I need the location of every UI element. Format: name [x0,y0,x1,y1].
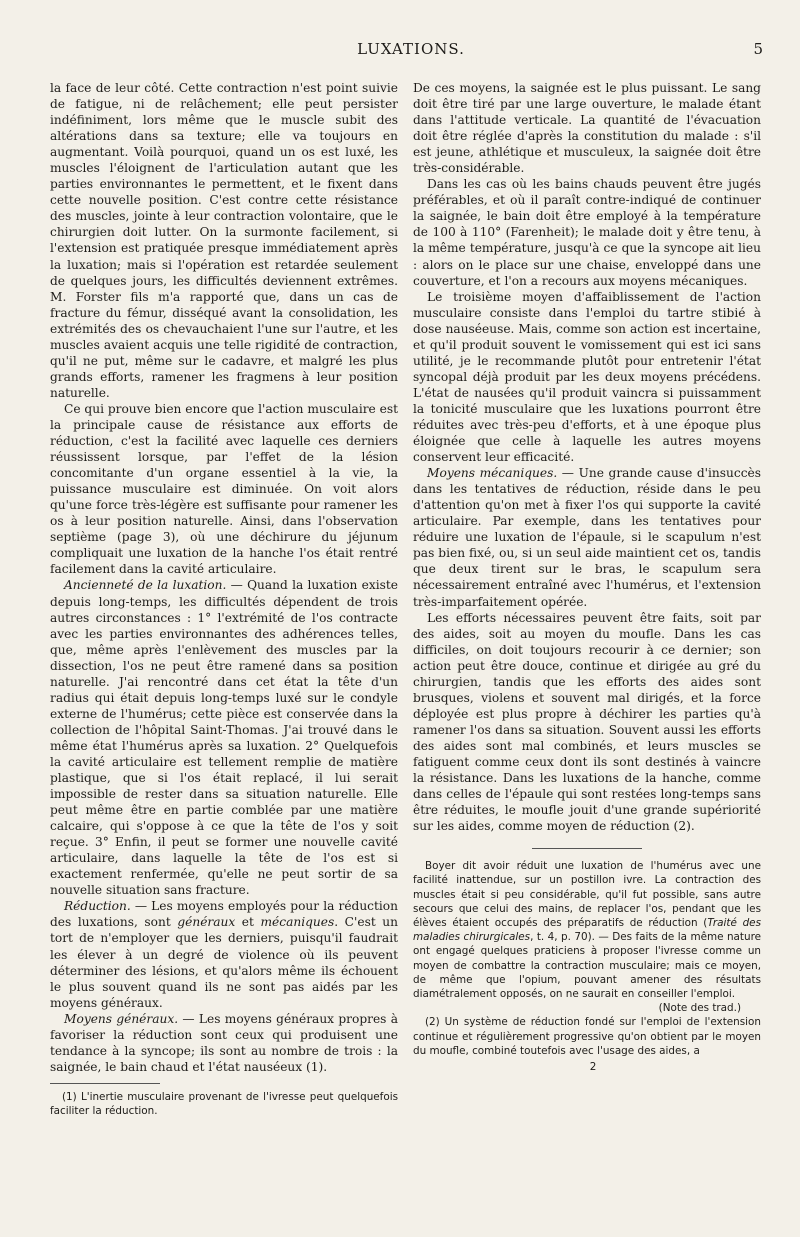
paragraph: la face de leur côté. Cette contraction n'est point suivie de fatigue, ni de relâchement; elle peut persister indéfiniment, lors même que le muscle subit des altérations dans sa texture; elle va toujours en augmentant. Voilà pourquoi, quand un os est luxé, les muscles l'éloignent de l'articulation autant que les parties environnantes le permettent, et le fixent dans cette nouvelle position. C'est contre cette résistance des muscles, jointe à leur contraction volontaire, que le chirurgien doit lutter. On la surmonte facilement, si l'extension est pratiquée presque immédiatement après la luxation; mais si l'opération est retardée seulement de quelques jours, les difficultés deviennent extrêmes. M. Forster fils m'a rapporté que, dans un cas de fracture du fémur, disséqué avant la consolidation, les extrémités des os chevauchaient l'une sur l'autre, et les muscles avaient acquis une telle rigidité de contraction, qu'il ne put, même sur le cadavre, et malgré les plus grands efforts, ramener les fragmens à leur position naturelle. [50,81,398,400]
paragraph: Le troisième moyen d'affaiblissement de l'action musculaire consiste dans l'emploi du tartre stibié à dose nauséeuse. Mais, comme son action est incertaine, et qu'il produit souvent le vomissement qui est ici sans utilité, je le recommande plutôt pour entretenir l'état syncopal déjà produit par les deux moyens précédens. L'état de nausées qu'il produit vaincra si puissamment la tonicité musculaire que les luxations pourront être réduites avec très-peu d'efforts, et à une époque plus éloignée que celle à laquelle les autres moyens conservent leur efficacité. [413,289,761,465]
paragraph: Réduction. — Les moyens employés pour la réduction des luxations, sont généraux et mécaniques. C'est un tort de n'employer que les derniers, puisqu'il faudrait les élever à un degré de violence où ils peuvent déterminer des lésions, et qu'alors même ils échouent le plus souvent quand ils ne sont pas aidés par les moyens généraux. [50,899,398,1010]
page-number: 5 [753,40,764,58]
section-heading: Moyens mécaniques. [427,466,558,481]
paragraph: De ces moyens, la saignée est le plus puissant. Le sang doit être tiré par une large ouverture, le malade étant dans l'attitude verticale. La quantité de l'évacuation doit être réglée d'après la constitution du malade : s'il est jeune, athlétique et musculeux, la saignée doit être très-considérable. [413,81,761,176]
paragraph: Ancienneté de la luxation. — Quand la luxation existe depuis long-temps, les difficultés dépendent de trois autres circonstances : 1° l'extrémité de l'os contracte avec les parties environnantes des adhérences telles, que, même après l'enlèvement des muscles par la dissection, l'os ne peut être ramené dans sa position naturelle. J'ai rencontré dans cet état la tête d'un radius qui était depuis long-temps luxé sur le condyle externe de l'humérus; cette pièce est conservée dans la collection de l'hôpital Saint-Thomas. J'ai trouvé dans le même état l'humérus après sa luxation. 2° Quelquefois la cavité articulaire est tellement remplie de matière plastique, que si l'os était replacé, il lui serait impossible de rester dans sa situation naturelle. Elle peut même être en partie comblée par une matière calcaire, qui s'oppose à ce que la tête de l'os y soit reçue. 3° Enfin, il peut se former une nouvelle cavité articulaire, dans laquelle la tête de l'os est si exactement renfermée, qu'elle ne peut sortir de sa nouvelle situation sans fracture. [50,578,399,898]
right-column [413,80,761,1074]
footnote-rule [532,848,642,849]
paragraph: Les efforts nécessaires peuvent être faits, soit par des aides, soit au moyen du moufle. Dans les cas difficiles, on doit toujours recourir à ce dernier; son action peut être douce, continue et dirigée au gré du chirurgien, tandis que les efforts des aides sont brusques, violens et souvent mal dirigés, et la force déployée est plus propre à déchirer les parties qu'à ramener l'os dans sa situation. Souvent aussi les efforts des aides sont mal combinés, et leurs muscles se fatiguent comme ceux dont ils sont destinés à vaincre la résistance. Dans les luxations de la hanche, comme dans celles de l'épaule qui sont restées long-temps sans être réduites, le moufle jouit d'une grande supériorité sur les aides, comme moyen de réduction (2). [413,610,761,834]
paragraph: Moyens généraux. — Les moyens généraux propres à favoriser la réduction sont ceux qui produisent une tendance à la syncope; ils sont au nombre de trois : la saignée, le bain chaud et l'état nauséeux (1). [50,1011,398,1074]
left-column [50,80,398,1118]
running-title: LUXATIONS. [357,40,465,58]
paragraph: Moyens mécaniques. — Une grande cause d'insuccès dans les tentatives de réduction, réside dans le peu d'attention qu'on met à fixer l'os qui supporte la cavité articulaire. Par exemple, dans les tentatives pour réduire une luxation de l'épaule, si le scapulum n'est pas bien fixé, ou, si un seul aide maintient cet os, tandis que deux tirent sur le bras, le scapulum sera nécessairement entraîné avec l'humérus, et l'extension très-imparfaitement opérée. [413,466,761,609]
footnotes [413,859,761,1074]
footnote-continuation: Boyer dit avoir réduit une luxation de l'humérus avec une facilité inattendue, sur un postillon ivre. La contraction des muscles était si peu considérable, qu'il fut possible, sans autre secours que celui des mains, de replacer l'os, pendant que les élèves étaient occupés des préparatifs de réduction (Traité des maladies chirurgicales, t. 4, p. 70). — Des faits de la même nature ont engagé quelques praticiens à proposer l'ivresse comme un moyen de combattre la contraction musculaire; mais ce moyen, de même que l'opium, pouvant amener des résultats diamétralement opposés, on ne saurait en conseiller l'emploi. [413,860,762,1001]
footnote-1: (1) L'inertie musculaire provenant de l'ivresse peut quelquefois faciliter la réduction. [50,1090,398,1118]
footnote-2: (2) Un système de réduction fondé sur l'emploi de l'extension continue et régulièrement progressive qu'on obtient par le moyen du moufle, combiné toutefois avec l'usage des aides, a [413,1016,761,1057]
paragraph: Ce qui prouve bien encore que l'action musculaire est la principale cause de résistance aux efforts de réduction, c'est la facilité avec laquelle ces derniers réussissent lorsque, par l'effet de la lésion concomitante d'un organe essentiel à la vie, la puissance musculaire est diminuée. On voit alors qu'une force très-légère est suffisante pour ramener les os à leur position naturelle. Ainsi, dans l'observation septième (page 3), où une déchirure du jéjunum compliquait une luxation de la hanche l'os était rentré facilement dans la cavité articulaire. [50,401,399,577]
section-heading: Réduction. [64,899,131,914]
footnote-signature: (Note des trad.) [658,1002,741,1015]
running-header [52,40,770,62]
section-heading: Ancienneté de la luxation. [64,578,227,593]
paragraph: Dans les cas où les bains chauds peuvent être jugés préférables, et où il paraît contre-indiqué de continuer la saignée, le bain doit être employé à la température de 100 à 110° (Farenheit); le malade doit y être tenu, à la même température, jusqu'à ce que la syncope ait lieu : alors on le place sur une chaise, enveloppé dans une couverture, et l'on a recours aux moyens mécaniques. [413,177,761,288]
section-heading: Moyens généraux. [64,1011,179,1026]
footnote-rule [50,1083,160,1084]
signature-mark: 2 [589,1061,597,1074]
